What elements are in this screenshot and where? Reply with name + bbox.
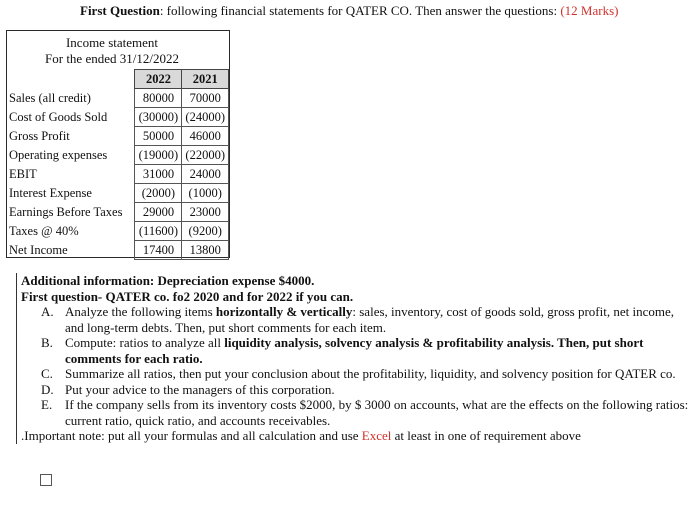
column-header-2021: 2021: [182, 70, 229, 89]
value-2022: (11600): [135, 222, 182, 241]
list-item: [21, 335, 694, 366]
row-label: Taxes @ 40%: [9, 224, 79, 238]
table-row: [7, 203, 229, 222]
value-2022: (19000): [135, 146, 182, 165]
row-label: Gross Profit: [9, 129, 70, 143]
list-item: [21, 397, 694, 428]
value-2021: 23000: [182, 203, 229, 222]
income-statement-table: [7, 69, 229, 260]
answer-checkbox[interactable]: [40, 474, 52, 486]
statement-title: Income statement: [65, 35, 159, 50]
table-row: [7, 89, 229, 108]
table-row: [7, 108, 229, 127]
table-row: [7, 165, 229, 184]
note-text: at least in one of requirement above: [391, 428, 581, 443]
additional-information: Additional information: Depreciation expense $4000.: [21, 273, 315, 288]
note-text: .Important note: put all your formulas and all calculation and use: [21, 428, 362, 443]
row-label: Operating expenses: [9, 148, 108, 162]
first-question-title: First question- QATER co. fo2 2020 and for 2022 if you can.: [21, 288, 354, 304]
column-header-2022: 2022: [135, 70, 182, 89]
item-text: If the company sells from its inventory costs $2000, by $ 3000 on accounts, what are the effects on the following ratios: current ratio, quick ratio, and accounts receivables.: [65, 397, 689, 428]
item-text: Compute: ratios to analyze all: [65, 335, 225, 350]
marks-label: (12 Marks): [560, 3, 619, 18]
table-row: [7, 127, 229, 146]
row-label: Interest Expense: [9, 186, 92, 200]
value-2022: (30000): [135, 108, 182, 127]
excel-highlight: Excel: [361, 428, 392, 443]
value-2021: 70000: [182, 89, 229, 108]
value-2022: 29000: [135, 203, 182, 222]
table-header-row: [7, 70, 229, 89]
question-heading: [80, 3, 696, 19]
value-2021: 24000: [182, 165, 229, 184]
item-text: : sales, inventory, cost of goods sold, gross profit, net income, and long-term debts. Then, put short comments for each item.: [65, 304, 674, 335]
value-2022: (2000): [135, 184, 182, 203]
list-item: [21, 366, 694, 382]
value-2022: 17400: [135, 241, 182, 260]
table-row: [7, 222, 229, 241]
row-label: EBIT: [9, 167, 37, 181]
item-letter: E.: [41, 397, 53, 412]
item-text: Analyze the following items: [65, 304, 216, 319]
header-blank: [7, 70, 135, 89]
table-row: [7, 241, 229, 260]
requirements-list: [21, 304, 694, 428]
row-label: Sales (all credit): [9, 91, 91, 105]
item-text: Put your advice to the managers of this corporation.: [65, 381, 335, 397]
question-heading-lead: First Question: [80, 3, 160, 18]
value-2021: (1000): [182, 184, 229, 203]
income-statement: [6, 30, 230, 258]
important-note: [21, 428, 694, 444]
value-2021: (22000): [182, 146, 229, 165]
statement-period: For the ended 31/12/2022: [45, 51, 179, 66]
value-2022: 50000: [135, 127, 182, 146]
value-2021: 46000: [182, 127, 229, 146]
table-row: [7, 146, 229, 165]
row-label: Earnings Before Taxes: [9, 205, 123, 219]
row-label: Cost of Goods Sold: [9, 110, 108, 124]
value-2021: (9200): [182, 222, 229, 241]
value-2022: 31000: [135, 165, 182, 184]
item-emphasis: liquidity analysis, solvency analysis & profitability analysis. Then, put short comments for each ratio.: [65, 335, 644, 366]
questions-section: [16, 273, 694, 444]
item-emphasis: horizontally & vertically: [215, 304, 353, 319]
item-text: Summarize all ratios, then put your conclusion about the profitability, liquidity, and solvency position for QATER co.: [65, 366, 676, 381]
item-letter: B.: [41, 335, 53, 350]
row-label: Net Income: [9, 243, 68, 257]
list-item: [21, 304, 694, 335]
value-2022: 80000: [135, 89, 182, 108]
table-row: [7, 184, 229, 203]
item-letter: C.: [41, 366, 53, 381]
item-letter: A.: [41, 304, 54, 319]
value-2021: (24000): [182, 108, 229, 127]
list-item: [21, 382, 694, 398]
question-heading-text: : following financial statements for QATER CO. Then answer the questions:: [159, 3, 561, 18]
value-2021: 13800: [182, 241, 229, 260]
item-letter: D.: [41, 381, 54, 397]
